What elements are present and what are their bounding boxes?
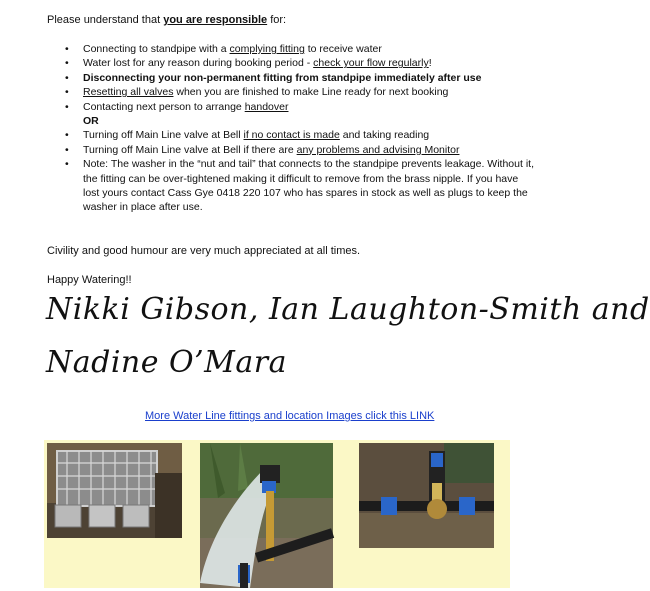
item-text: if no contact is made xyxy=(243,129,340,142)
intro-suffix: for: xyxy=(267,14,287,26)
responsibility-item xyxy=(47,100,537,129)
item-text: any problems and advising Monitor xyxy=(296,143,460,156)
signature-line-1: Nikki Gibson, Ian Laughton-Smith and xyxy=(46,292,650,327)
bullet-icon: • xyxy=(65,71,69,84)
responsibility-item xyxy=(47,85,537,99)
responsibility-item xyxy=(47,56,537,70)
responsibility-list xyxy=(47,42,537,215)
item-text: handover xyxy=(244,100,289,113)
or-separator: OR xyxy=(83,115,99,128)
intro-emphasis: you are responsible xyxy=(163,14,268,26)
item-text: ! xyxy=(428,57,432,70)
more-images-link[interactable]: More Water Line fittings and location Images click this LINK xyxy=(145,410,435,422)
item-text: when you are finished to make Line ready for next booking xyxy=(173,86,449,99)
responsibility-item xyxy=(47,42,537,56)
item-text: Water lost for any reason during booking period - xyxy=(83,57,314,70)
intro-prefix: Please understand that xyxy=(47,14,164,26)
item-text: Note: The washer in the “nut and tail” that connects to the standpipe prevents leakage. Without it, the fitting can be over-tightened making it difficult to remove from the brass nipple. If you have lost yours contact Cass Gye 0418 220 107 who has spares in stock as well as plugs to keep the washer in place after use. xyxy=(83,158,534,214)
bullet-icon: • xyxy=(65,158,69,171)
intro-line xyxy=(47,14,286,26)
item-text: to receive water xyxy=(304,43,382,55)
item-text: Turning off Main Line valve at Bell xyxy=(83,129,244,142)
item-text: Contacting next person to arrange xyxy=(83,100,245,113)
responsibility-item xyxy=(47,128,537,142)
photo-valve-box xyxy=(47,443,182,538)
item-text: and taking reading xyxy=(339,129,430,142)
item-text: Disconnecting your non-permanent fitting from standpipe immediately after use xyxy=(83,71,482,84)
item-text: complying fitting xyxy=(229,43,305,55)
happy-watering: Happy Watering!! xyxy=(47,274,132,286)
responsibility-item xyxy=(47,143,537,157)
bullet-icon: • xyxy=(65,43,69,55)
item-text: check your flow regularly xyxy=(313,57,429,70)
item-text: Resetting all valves xyxy=(83,86,174,99)
photo-fitting-closeup xyxy=(359,443,494,548)
item-text: Connecting to standpipe with a xyxy=(83,43,230,55)
bullet-icon: • xyxy=(65,57,69,70)
bullet-icon: • xyxy=(65,86,69,99)
bullet-icon: • xyxy=(65,100,69,113)
bullet-icon: • xyxy=(65,143,69,156)
photo-standpipe-flow xyxy=(200,443,333,588)
civility-note: Civility and good humour are very much appreciated at all times. xyxy=(47,245,361,257)
bullet-icon: • xyxy=(65,129,69,142)
responsibility-item xyxy=(47,71,537,85)
item-text: Turning off Main Line valve at Bell if there are xyxy=(83,143,297,156)
responsibility-item xyxy=(47,157,537,215)
signature-line-2: Nadine O’Mara xyxy=(46,345,288,380)
